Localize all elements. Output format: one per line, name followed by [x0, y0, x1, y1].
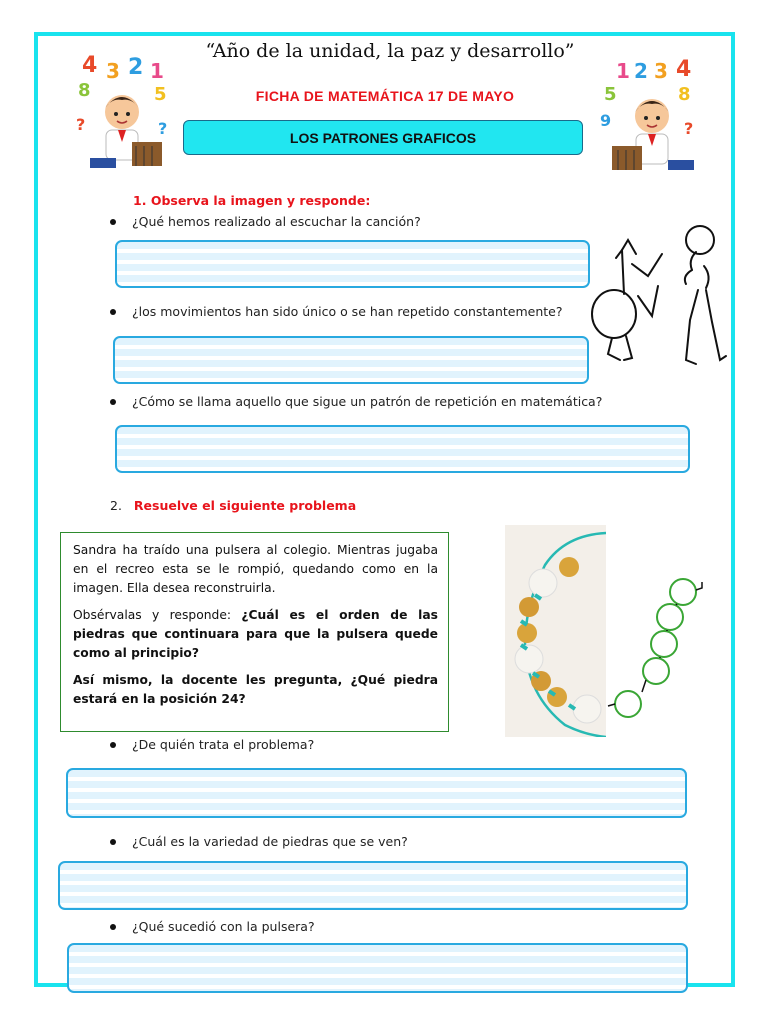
topic-label: LOS PATRONES GRAFICOS — [289, 129, 477, 146]
svg-text:2: 2 — [128, 55, 144, 80]
bullet-icon — [110, 219, 116, 225]
topic-banner — [183, 120, 583, 155]
svg-text:9: 9 — [600, 111, 612, 130]
bullet-icon — [110, 924, 116, 930]
question-item — [110, 214, 421, 229]
problem-question: ¿Cuál es el orden de las piedras que continuara para que la pulsera quede como al principio? — [73, 608, 438, 660]
question-text: ¿Cómo se llama aquello que sigue un patrón de repetición en matemática? — [132, 394, 603, 409]
svg-text:2: 2 — [634, 59, 648, 83]
empty-bracelet-pattern-diagram — [606, 574, 710, 722]
svg-text:1: 1 — [150, 59, 164, 83]
svg-text:3: 3 — [654, 59, 668, 83]
kid-with-numbers-illustration-right — [598, 56, 704, 180]
answer-box-6[interactable] — [67, 943, 688, 993]
svg-text:8: 8 — [78, 80, 91, 101]
bullet-icon — [110, 742, 116, 748]
question-item — [110, 304, 563, 319]
question-item — [110, 834, 408, 849]
answer-box-5[interactable] — [58, 861, 688, 910]
svg-text:4: 4 — [82, 53, 98, 78]
svg-text:3: 3 — [106, 59, 120, 83]
svg-text:1: 1 — [616, 59, 630, 83]
answer-box-4[interactable] — [66, 768, 687, 818]
answer-box-3[interactable] — [115, 425, 690, 473]
section1-number: 1. — [133, 193, 147, 208]
svg-text:?: ? — [76, 115, 86, 134]
sheet-title: FICHA DE MATEMÁTICA 17 DE MAYO — [255, 88, 515, 104]
section2-title: Resuelve el siguiente problema — [133, 498, 357, 513]
svg-text:5: 5 — [604, 84, 617, 105]
svg-text:?: ? — [158, 119, 168, 138]
bullet-icon — [110, 839, 116, 845]
bullet-icon — [110, 399, 116, 405]
problem-paragraph-2 — [73, 606, 438, 663]
question-item — [110, 394, 602, 409]
svg-text:5: 5 — [154, 84, 167, 105]
question-item — [110, 919, 315, 934]
question-text: ¿Qué sucedió con la pulsera? — [132, 919, 315, 934]
bullet-icon — [110, 309, 116, 315]
section1-title: Observa la imagen y responde: — [150, 193, 371, 208]
svg-text:8: 8 — [678, 84, 691, 105]
question-text: ¿Cuál es la variedad de piedras que se ven? — [132, 834, 408, 849]
problem-lead: Obsérvalas y responde: — [73, 608, 242, 622]
svg-text:?: ? — [684, 119, 694, 138]
dancing-figures-illustration — [588, 210, 730, 370]
problem-paragraph-1: Sandra ha traído una pulsera al colegio. Mientras jugaba en el recreo esta se le rompió, quedando como en la imagen. Ella desea reconstruirla. — [73, 543, 438, 595]
section2-heading — [110, 498, 356, 513]
year-motto: “Año de la unidad, la paz y desarrollo” — [205, 40, 575, 62]
bracelet-photo — [505, 525, 606, 737]
question-text: ¿Qué hemos realizado al escuchar la canción? — [132, 214, 421, 229]
svg-text:4: 4 — [676, 57, 692, 82]
question-text: ¿los movimientos han sido único o se han repetido constantemente? — [132, 304, 563, 319]
problem-paragraph-3: Así mismo, la docente les pregunta, ¿Qué piedra estará en la posición 24? — [73, 673, 438, 706]
problem-box — [60, 532, 449, 732]
question-text: ¿De quién trata el problema? — [132, 737, 315, 752]
answer-box-2[interactable] — [113, 336, 589, 384]
section2-number: 2. — [110, 498, 122, 513]
question-item — [110, 737, 314, 752]
section1-heading — [133, 193, 370, 208]
answer-box-1[interactable] — [115, 240, 590, 288]
kid-with-numbers-illustration-left — [72, 50, 176, 178]
